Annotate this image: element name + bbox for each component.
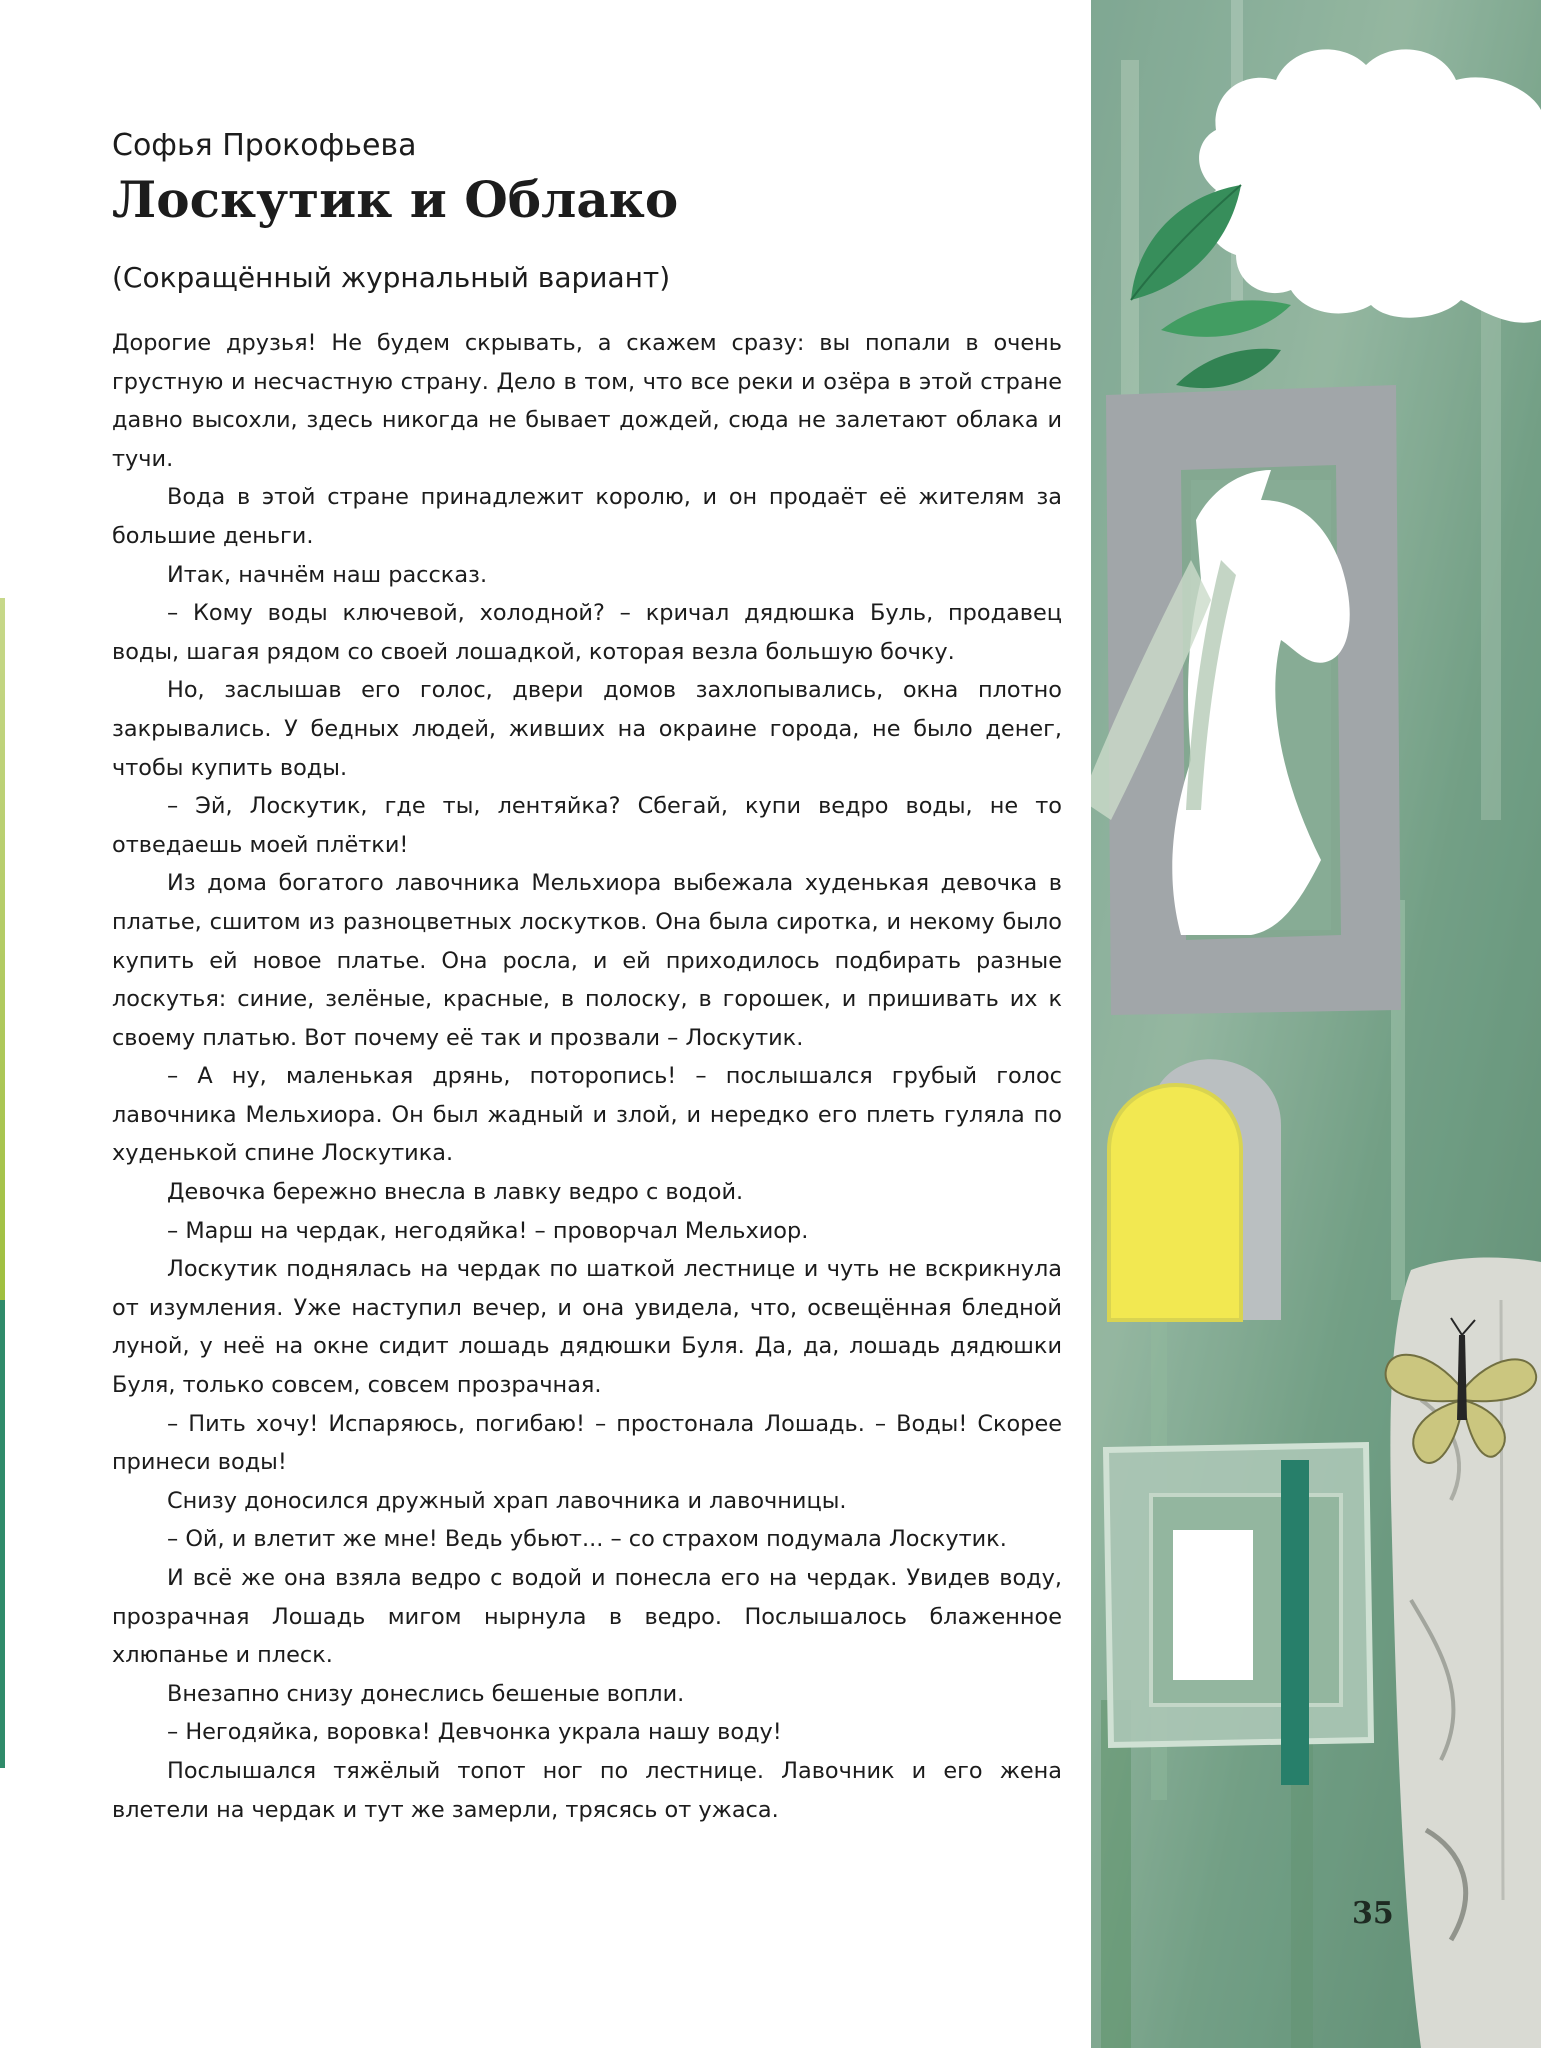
paragraph: Снизу доносился дружный храп лавочника и лавочницы. [167, 1487, 847, 1514]
article [112, 126, 1062, 1829]
paragraph: Внезапно снизу донеслись бешеные вопли. [167, 1680, 685, 1707]
paragraph: Но, заслышав его голос, двери домов захлопывались, окна плотно закрывались. У бедных людей, живших на окраине города, не было денег, чтобы купить воды. [112, 677, 1062, 781]
paragraph: – Пить хочу! Испаряюсь, погибаю! – простонала Лошадь. – Воды! Скорее принеси воды! [112, 1410, 1062, 1476]
paragraph: – Марш на чердак, негодяйка! – проворчал Мельхиор. [167, 1217, 809, 1244]
paragraph: Послышался тяжёлый топот ног по лестнице. Лавочник и его жена влетели на чердак и тут же замерли, трясясь от ужаса. [112, 1757, 1062, 1823]
paragraph: Девочка бережно внесла в лавку ведро с водой. [167, 1179, 744, 1206]
article-subtitle: (Сокращённый журнальный вариант) [112, 261, 671, 294]
paragraph: Лоскутик поднялась на чердак по шаткой лестнице и чуть не вскрикнула от изумления. Уже наступил вечер, и она увидела, что, освещённая бледной луной, у неё на окне сидит лошадь дядюшки Буля. Да, да, лошадь дядюшки Буля, только совсем, совсем прозрачная. [112, 1256, 1062, 1399]
paragraph: И всё же она взяла ведро с водой и понесла его на чердак. Увидев воду, прозрачная Лошадь мигом нырнула в ведро. Послышалось блаженное хлюпанье и плеск. [112, 1565, 1062, 1669]
paragraph: – А ну, маленькая дрянь, поторопись! – послышался грубый голос лавочника Мельхиора. Он был жадный и злой, и нередко его плеть гуляла по худенькой спине Лоскутика. [112, 1063, 1062, 1167]
paragraph: – Эй, Лоскутик, где ты, лентяйка? Сбегай, купи ведро воды, не то отведаешь моей плётки! [112, 793, 1062, 858]
paragraph: Вода в этой стране принадлежит королю, и он продаёт её жителям за большие деньги. [112, 484, 1062, 549]
paragraph: – Негодяйка, воровка! Девчонка украла нашу воду! [167, 1719, 782, 1746]
left-edge-stripe [0, 598, 5, 1768]
author-name: Софья Прокофьева [112, 128, 417, 163]
page-number: 35 [1352, 1896, 1394, 1931]
paragraph: – Ой, и влетит же мне! Ведь убьют... – со страхом подумала Лоскутик. [167, 1526, 1007, 1553]
paragraph: Дорогие друзья! Не будем скрывать, а скажем сразу: вы попали в очень грустную и несчастную страну. Дело в том, что все реки и озёра в этой стране давно высохли, здесь никогда не бывает дождей, сюда не залетают облака и тучи. [112, 330, 1062, 472]
story-text [112, 324, 1062, 1829]
paragraph: Из дома богатого лавочника Мельхиора выбежала худенькая девочка в платье, сшитом из разноцветных лоскутков. Она была сиротка, и некому было купить ей новое платье. Она росла, и ей приходилось подбирать разные лоскутья: синие, зелёные, красные, в полоску, в горошек, и пришивать их к своему платью. Вот почему её так и прозвали – Лоскутик. [112, 870, 1062, 1051]
article-title: Лоскутик и Облако [112, 170, 679, 229]
collage-illustration [1091, 0, 1541, 2048]
paragraph: Итак, начнём наш рассказ. [167, 561, 488, 588]
paragraph: – Кому воды ключевой, холодной? – кричал дядюшка Буль, продавец воды, шагая рядом со своей лошадкой, которая везла большую бочку. [112, 600, 1062, 665]
